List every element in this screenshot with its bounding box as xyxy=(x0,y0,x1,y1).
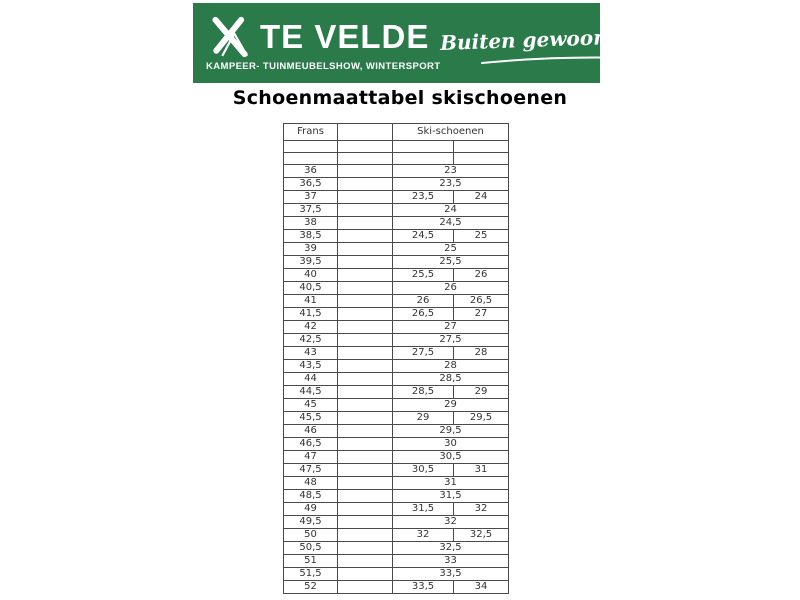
empty-cell xyxy=(338,386,393,399)
ski-size-cell: 27,5 xyxy=(393,334,509,347)
mountain-x-logo-icon xyxy=(206,15,254,59)
ski-size-cell: 26 xyxy=(393,282,509,295)
empty-cell xyxy=(393,153,454,165)
table-row xyxy=(284,282,509,295)
size-table xyxy=(283,123,509,594)
table-row xyxy=(284,399,509,412)
empty-cell xyxy=(338,191,393,204)
frans-size-cell: 44 xyxy=(284,373,338,386)
empty-cell xyxy=(284,153,338,165)
banner-left xyxy=(206,15,440,72)
ski-size-cell: 31 xyxy=(393,477,509,490)
frans-size-cell: 46 xyxy=(284,425,338,438)
ski-size-cell: 24,5 xyxy=(393,217,509,230)
empty-cell xyxy=(338,230,393,243)
empty-cell xyxy=(338,542,393,555)
ski-size-cell: 27 xyxy=(393,321,509,334)
table-row xyxy=(284,529,509,542)
ski-size-cell: 30,5 xyxy=(393,451,509,464)
frans-size-cell: 43,5 xyxy=(284,360,338,373)
frans-size-cell: 42 xyxy=(284,321,338,334)
table-row xyxy=(284,464,509,477)
banner-right xyxy=(440,21,669,65)
table-row xyxy=(284,425,509,438)
col-header-ski-schoenen: Ski-schoenen xyxy=(393,124,509,141)
ski-size-cell: 29 xyxy=(393,399,509,412)
frans-size-cell: 52 xyxy=(284,581,338,594)
empty-cell xyxy=(338,141,393,153)
table-row xyxy=(284,360,509,373)
empty-cell xyxy=(338,425,393,438)
frans-size-cell: 51 xyxy=(284,555,338,568)
frans-size-cell: 43 xyxy=(284,347,338,360)
table-row xyxy=(284,555,509,568)
page-title: Schoenmaattabel skischoenen xyxy=(232,87,568,109)
frans-size-cell: 47 xyxy=(284,451,338,464)
frans-size-cell: 41,5 xyxy=(284,308,338,321)
ski-size-cell: 33,5 xyxy=(393,568,509,581)
brand-name: TE VELDE xyxy=(260,17,430,55)
empty-cell xyxy=(454,141,509,153)
table-row xyxy=(284,477,509,490)
ski-size-cell: 28 xyxy=(393,360,509,373)
table-row xyxy=(284,295,509,308)
ski-size-cell: 29,5 xyxy=(393,425,509,438)
table-header-row xyxy=(284,124,509,141)
table-row xyxy=(284,204,509,217)
frans-size-cell: 39,5 xyxy=(284,256,338,269)
empty-cell xyxy=(338,178,393,191)
empty-cell xyxy=(338,308,393,321)
table-row xyxy=(284,386,509,399)
ski-size-cell: 24 xyxy=(393,204,509,217)
frans-size-cell: 49,5 xyxy=(284,516,338,529)
empty-cell xyxy=(284,141,338,153)
frans-size-cell: 42,5 xyxy=(284,334,338,347)
empty-cell xyxy=(338,438,393,451)
ski-size-cell: 30 xyxy=(393,438,509,451)
ski-size-cell: 30,5 xyxy=(393,464,454,477)
frans-size-cell: 46,5 xyxy=(284,438,338,451)
ski-size-cell: 33 xyxy=(393,555,509,568)
table-row xyxy=(284,217,509,230)
table-row xyxy=(284,269,509,282)
empty-cell xyxy=(338,477,393,490)
empty-cell xyxy=(338,516,393,529)
ski-size-cell: 25 xyxy=(454,230,509,243)
brand-subtitle: KAMPEER- TUINMEUBELSHOW, WINTERSPORT xyxy=(206,60,441,72)
ski-size-cell: 31,5 xyxy=(393,503,454,516)
table-row xyxy=(284,308,509,321)
empty-cell xyxy=(338,412,393,425)
table-row xyxy=(284,165,509,178)
brand-banner xyxy=(193,3,670,83)
table-row xyxy=(284,334,509,347)
ski-size-cell: 26,5 xyxy=(393,308,454,321)
empty-cell xyxy=(338,217,393,230)
ski-size-cell: 32 xyxy=(393,529,454,542)
empty-cell xyxy=(338,451,393,464)
empty-cell xyxy=(338,243,393,256)
frans-size-cell: 50,5 xyxy=(284,542,338,555)
ski-size-cell: 31 xyxy=(454,464,509,477)
ski-size-cell: 29 xyxy=(454,386,509,399)
frans-size-cell: 40 xyxy=(284,269,338,282)
ski-size-cell: 23,5 xyxy=(393,191,454,204)
table-row xyxy=(284,191,509,204)
frans-size-cell: 45,5 xyxy=(284,412,338,425)
frans-size-cell: 47,5 xyxy=(284,464,338,477)
col-header-empty xyxy=(338,124,393,141)
ski-size-cell: 28 xyxy=(454,347,509,360)
frans-size-cell: 39 xyxy=(284,243,338,256)
brand-tagline: Buiten gewoon goed xyxy=(440,23,670,55)
frans-size-cell: 41 xyxy=(284,295,338,308)
empty-cell xyxy=(338,360,393,373)
ski-size-cell: 31,5 xyxy=(393,490,509,503)
frans-size-cell: 45 xyxy=(284,399,338,412)
ski-size-cell: 27 xyxy=(454,308,509,321)
empty-cell xyxy=(338,581,393,594)
table-empty-row xyxy=(284,153,509,165)
table-row xyxy=(284,451,509,464)
ski-size-cell: 29 xyxy=(393,412,454,425)
empty-cell xyxy=(338,529,393,542)
empty-cell xyxy=(338,295,393,308)
table-row xyxy=(284,542,509,555)
brand-row xyxy=(206,15,440,59)
empty-cell xyxy=(393,141,454,153)
ski-size-cell: 27,5 xyxy=(393,347,454,360)
empty-cell xyxy=(338,321,393,334)
table-row xyxy=(284,230,509,243)
table-row xyxy=(284,490,509,503)
empty-cell xyxy=(338,490,393,503)
empty-cell xyxy=(338,204,393,217)
frans-size-cell: 40,5 xyxy=(284,282,338,295)
ski-size-cell: 28,5 xyxy=(393,386,454,399)
table-row xyxy=(284,347,509,360)
ski-size-cell: 24,5 xyxy=(393,230,454,243)
empty-cell xyxy=(338,153,393,165)
table-row xyxy=(284,243,509,256)
empty-cell xyxy=(338,269,393,282)
tagline-underline-swoosh xyxy=(480,55,630,65)
empty-cell xyxy=(338,503,393,516)
empty-cell xyxy=(338,282,393,295)
ski-size-cell: 26 xyxy=(393,295,454,308)
ski-size-cell: 25,5 xyxy=(393,269,454,282)
empty-cell xyxy=(338,399,393,412)
ski-size-cell: 28,5 xyxy=(393,373,509,386)
table-row xyxy=(284,516,509,529)
ski-size-cell: 25 xyxy=(393,243,509,256)
frans-size-cell: 38,5 xyxy=(284,230,338,243)
empty-cell xyxy=(338,256,393,269)
frans-size-cell: 37,5 xyxy=(284,204,338,217)
empty-cell xyxy=(338,464,393,477)
frans-size-cell: 48,5 xyxy=(284,490,338,503)
ski-size-cell: 32 xyxy=(454,503,509,516)
frans-size-cell: 49 xyxy=(284,503,338,516)
ski-size-cell: 24 xyxy=(454,191,509,204)
ski-size-cell: 32,5 xyxy=(454,529,509,542)
ski-size-cell: 32,5 xyxy=(393,542,509,555)
table-row xyxy=(284,581,509,594)
empty-cell xyxy=(338,373,393,386)
frans-size-cell: 48 xyxy=(284,477,338,490)
ski-size-cell: 29,5 xyxy=(454,412,509,425)
frans-size-cell: 36,5 xyxy=(284,178,338,191)
empty-cell xyxy=(338,347,393,360)
table-row xyxy=(284,412,509,425)
table-empty-row xyxy=(284,141,509,153)
table-row xyxy=(284,568,509,581)
col-header-frans: Frans xyxy=(284,124,338,141)
table-row xyxy=(284,256,509,269)
table-row xyxy=(284,321,509,334)
frans-size-cell: 51,5 xyxy=(284,568,338,581)
empty-cell xyxy=(338,555,393,568)
frans-size-cell: 44,5 xyxy=(284,386,338,399)
table-row xyxy=(284,178,509,191)
table-row xyxy=(284,438,509,451)
empty-cell xyxy=(338,165,393,178)
frans-size-cell: 37 xyxy=(284,191,338,204)
frans-size-cell: 36 xyxy=(284,165,338,178)
ski-size-cell: 26,5 xyxy=(454,295,509,308)
empty-cell xyxy=(338,568,393,581)
frans-size-cell: 38 xyxy=(284,217,338,230)
ski-size-cell: 23,5 xyxy=(393,178,509,191)
ski-size-cell: 33,5 xyxy=(393,581,454,594)
frans-size-cell: 50 xyxy=(284,529,338,542)
table-row xyxy=(284,503,509,516)
table-row xyxy=(284,373,509,386)
ski-size-cell: 25,5 xyxy=(393,256,509,269)
ski-size-cell: 32 xyxy=(393,516,509,529)
ski-size-cell: 23 xyxy=(393,165,509,178)
empty-cell xyxy=(338,334,393,347)
empty-cell xyxy=(454,153,509,165)
ski-size-cell: 26 xyxy=(454,269,509,282)
ski-size-cell: 34 xyxy=(454,581,509,594)
